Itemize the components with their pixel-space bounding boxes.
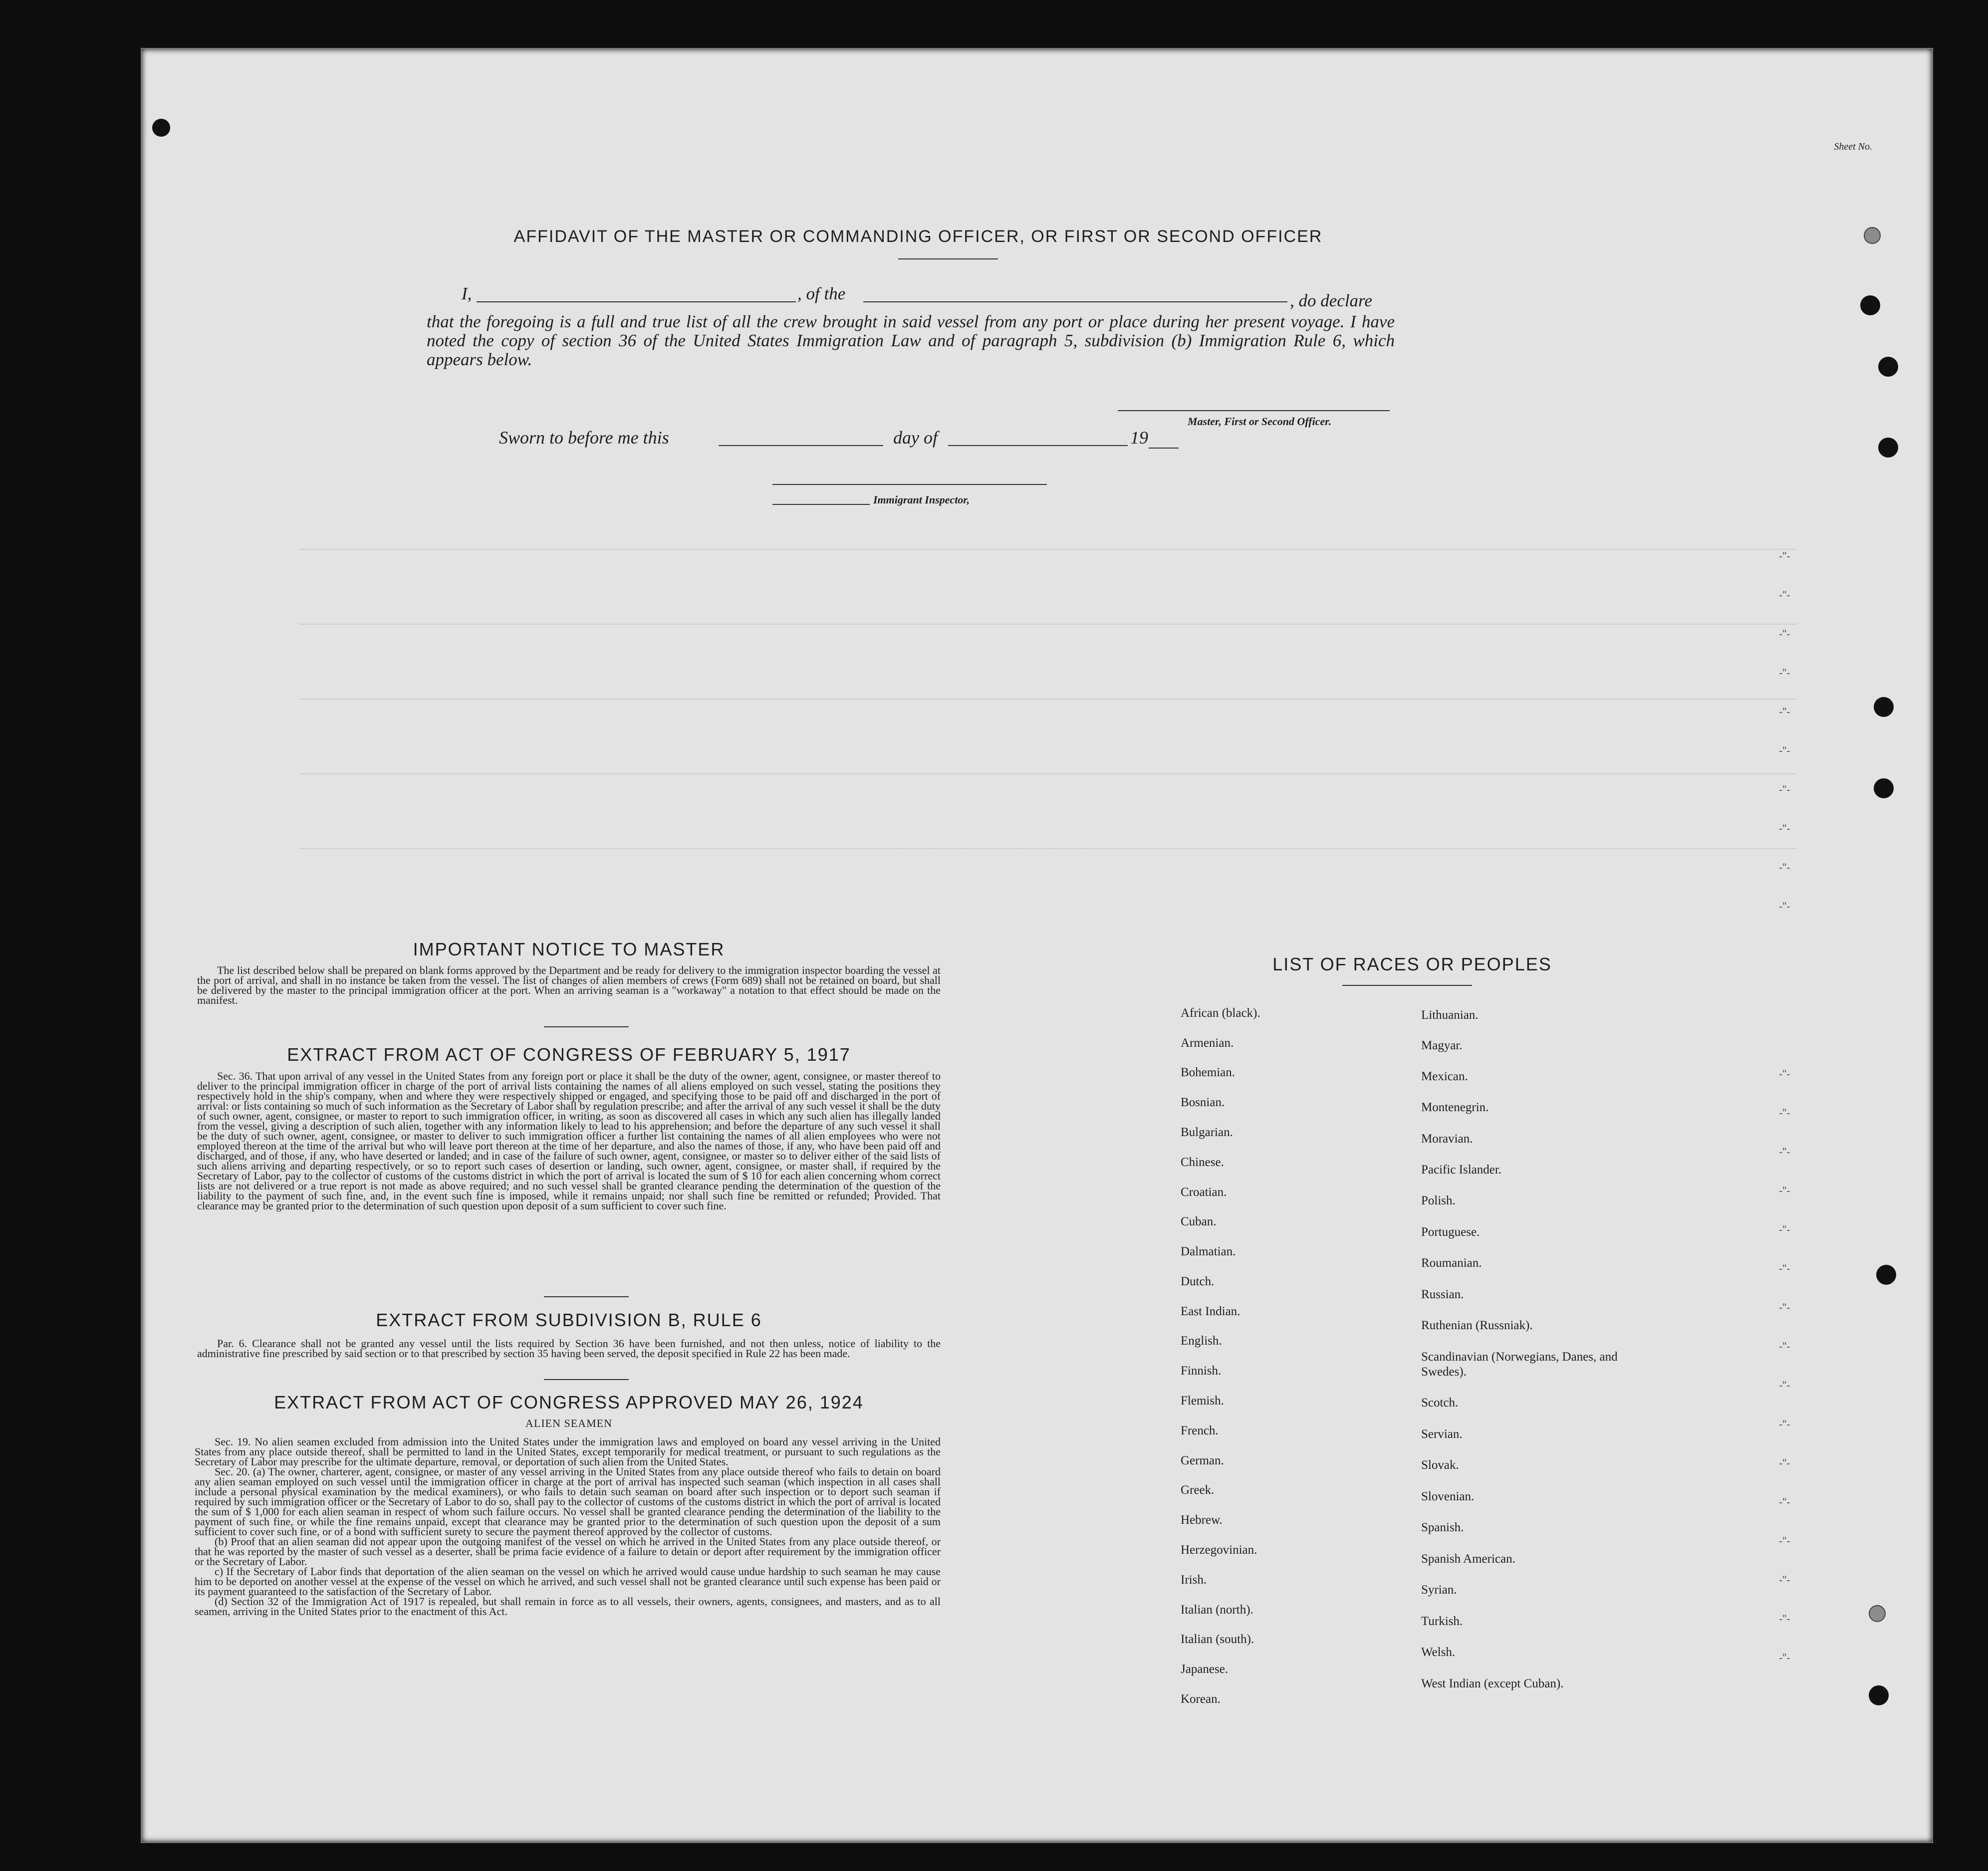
- race-item: African (black).: [1181, 1006, 1260, 1020]
- race-item: Croatian.: [1181, 1185, 1227, 1199]
- race-item: Ruthenian (Russniak).: [1421, 1319, 1533, 1332]
- rule6-text: Par. 6. Clearance shall not be granted any vessel until the lists required by Section 36 have been furnished, and not then unless, notice of liability to the administrative fine prescribed by said section or to that prescribed by section 35 having been served, the deposit specified in Rule 22 has been made.: [197, 1337, 941, 1360]
- race-item: Spanish.: [1421, 1521, 1464, 1534]
- race-item: Dalmatian.: [1181, 1245, 1236, 1258]
- inspector-caption: Immigrant Inspector,: [873, 493, 970, 506]
- ditto-mark: -"-: [1779, 628, 1790, 640]
- bleed-through-line: [299, 549, 1796, 550]
- sworn-day-blank[interactable]: [719, 445, 883, 446]
- race-item: Welsh.: [1421, 1645, 1456, 1659]
- ditto-mark: -"-: [1779, 1262, 1790, 1275]
- ditto-mark: -"-: [1779, 1107, 1790, 1119]
- ditto-mark: -"-: [1779, 1496, 1790, 1508]
- ditto-mark: -"-: [1779, 550, 1790, 562]
- act-1924-sec19: Sec. 19. No alien seamen excluded from admission into the United States under the immigration laws and employed on board any vessel arriving in the United States from any place outside thereof, shall be permitted to land in the United States, except temporarily for medical treatment, or pursuant to such regulations as the Secretary of Labor may prescribe for the ultimate departure, removal, or deportation of such alien from the United States.: [195, 1435, 941, 1468]
- sworn-year-label: 19: [1130, 428, 1148, 448]
- race-item: Polish.: [1421, 1194, 1456, 1207]
- race-item: Roumanian.: [1421, 1256, 1482, 1270]
- race-item: Bosnian.: [1181, 1096, 1225, 1109]
- act-1924-text: [195, 1437, 941, 1617]
- race-item: Cuban.: [1181, 1215, 1217, 1228]
- act-1917-text: Sec. 36. That upon arrival of any vessel in the United States from any foreign port or place it shall be the duty of the owner, agent, consignee, or master thereof to deliver to the principal immigration officer in charge of the port of arrival lists containing the names of all aliens employed on such vessel, stating the positions they respectively hold in the ship's company, when and where they were respectively shipped or engaged, and specifying those to be paid off and discharged in the port of arrival: or lists containing so much of such information as the Secretary of Labor shall by regulation prescribe; and after the arrival of any such vessel it shall be the duty of such owner, agent, consignee, or master to report to such immigration officer, in writing, as soon as discovered all cases in which any such alien has illegally landed from the vessel, giving a description of such alien, together with any information likely to lead to his apprehension; and before the departure of any such vessel it shall be the duty of such owner, agent, consignee, or master to deliver to such immigration officer a further list containing the names of all alien employees who were not employed thereon at the time of the arrival but who will leave port thereon at the time of her departure, and also the names of those, if any, who have been paid off and discharged, and of those, if any, who have deserted or landed; and in case of the failure of such owner, agent, consignee, or master so to deliver either of the said lists of such aliens arriving and departing respectively, or so to report such cases of desertion or landing, such owner, agent, consignee, or master shall, if required by the Secretary of Labor, pay to the collector of customs of the customs district in which the port of arrival is located the sum of $ 10 for each alien concerning whom correct lists are not delivered or a true report is not made as above required; and no such vessel shall be granted clearance pending the determination of the question of the liability to the payment of such fine, and, in the event such fine is imposed, while it remains unpaid; nor shall such fine be remitted or refunded; Provided. That clearance may be granted prior to the determination of such question upon deposit of a sum sufficient to cover such fine.: [197, 1070, 941, 1212]
- race-item: Spanish American.: [1421, 1552, 1515, 1566]
- race-item: Irish.: [1181, 1573, 1207, 1587]
- ditto-mark: -"-: [1779, 705, 1790, 718]
- race-item: Turkish.: [1421, 1615, 1463, 1628]
- race-item: Greek.: [1181, 1483, 1215, 1497]
- race-item: Bohemian.: [1181, 1066, 1236, 1079]
- race-item: Magyar.: [1421, 1039, 1463, 1052]
- race-item: English.: [1181, 1334, 1222, 1348]
- binder-hole: [1874, 778, 1894, 798]
- race-item: Portuguese.: [1421, 1225, 1480, 1239]
- title-underline: [898, 258, 998, 259]
- race-item: Herzegovinian.: [1181, 1543, 1257, 1557]
- race-item: Moravian.: [1421, 1132, 1473, 1146]
- sheet-number-label: Sheet No.: [1834, 141, 1872, 152]
- ditto-mark: -"-: [1779, 1301, 1790, 1314]
- ditto-mark: -"-: [1779, 1651, 1790, 1664]
- ditto-mark: -"-: [1779, 1418, 1790, 1430]
- rule6-title: EXTRACT FROM SUBDIVISION B, RULE 6: [376, 1310, 762, 1330]
- notice-text: The list described below shall be prepared on blank forms approved by the Department and be ready for delivery to the immigration inspector boarding the vessel at the port of arrival, and shall in no instance be taken from the vessel. The list of changes of alien members of crews (Form 689) shall not be retained on board, but shall be delivered by the master to the principal immigration officer at the port. When an arriving seaman is a "workaway" a notation to that effect should be made on the manifest.: [197, 964, 941, 1006]
- race-item: Dutch.: [1181, 1275, 1215, 1288]
- act-1924-sec20c: c) If the Secretary of Labor finds that deportation of the alien seaman on the vessel on which he arrived would cause undue hardship to such seaman he may cause him to be deported on another vessel at the expense of the vessel on which he arrived, and such vessel shall not be granted clearance until such expense has been paid or its payment guaranteed to the satisfaction of the Secretary of Labor.: [195, 1565, 941, 1598]
- race-item: Pacific Islander.: [1421, 1163, 1502, 1176]
- ditto-mark: -"-: [1779, 1457, 1790, 1469]
- officer-signature-line[interactable]: [1118, 410, 1390, 411]
- ditto-mark: -"-: [1779, 822, 1790, 835]
- affidavit-declare: , do declare: [1290, 291, 1372, 310]
- race-item: Finnish.: [1181, 1364, 1222, 1378]
- binder-hole: [1878, 357, 1898, 377]
- race-item: West Indian (except Cuban).: [1421, 1677, 1564, 1690]
- race-item: Lithuanian.: [1421, 1008, 1479, 1022]
- ditto-mark: -"-: [1779, 1068, 1790, 1080]
- bleed-through-line: [299, 624, 1796, 625]
- act-1924-title: EXTRACT FROM ACT OF CONGRESS APPROVED MAY 26, 1924: [274, 1392, 864, 1412]
- race-item: Scandinavian (Norwegians, Danes, and Swedes).: [1421, 1350, 1618, 1379]
- race-item: Servian.: [1421, 1427, 1463, 1441]
- ditto-mark: -"-: [1779, 900, 1790, 913]
- binder-hole: [1874, 697, 1894, 717]
- race-item: French.: [1181, 1424, 1219, 1437]
- race-item: Japanese.: [1181, 1662, 1229, 1676]
- race-item: Slovenian.: [1421, 1490, 1475, 1503]
- bleed-through-line: [299, 773, 1796, 774]
- race-item: East Indian.: [1181, 1305, 1241, 1318]
- ditto-mark: -"-: [1779, 1535, 1790, 1547]
- race-item: Italian (south).: [1181, 1633, 1254, 1646]
- race-item: Syrian.: [1421, 1583, 1457, 1597]
- section-divider: [544, 1296, 629, 1297]
- ditto-mark: -"-: [1779, 1146, 1790, 1158]
- notice-title: IMPORTANT NOTICE TO MASTER: [413, 939, 725, 959]
- race-item: Armenian.: [1181, 1036, 1234, 1050]
- ditto-mark: -"-: [1779, 667, 1790, 679]
- binder-hole: [152, 119, 170, 137]
- affidavit-of-the: , of the: [797, 284, 846, 303]
- ditto-mark: -"-: [1779, 861, 1790, 874]
- sworn-year-blank[interactable]: [1149, 448, 1179, 449]
- section-divider: [544, 1026, 629, 1027]
- race-item: Chinese.: [1181, 1156, 1224, 1169]
- bleed-through-line: [299, 848, 1796, 849]
- sworn-prefix: Sworn to before me this: [499, 428, 669, 448]
- ditto-mark: -"-: [1779, 1379, 1790, 1392]
- races-underline: [1342, 985, 1472, 986]
- act-1924-sec20a: Sec. 20. (a) The owner, charterer, agent, consignee, or master of any vessel arriving in the United States from any place outside thereof who fails to detain on board any alien seaman employed on such vessel until the immigration officer in charge at the port of arrival has inspected such seaman (which inspection in all cases shall include a personal physical examination by the medical examiners), or who fails to detain such seaman on board after such inspection or to deport such seaman if required by such immigration officer or the Secretary of Labor to do so, shall pay to the collector of customs of the customs district in which the port of arrival is located the sum of $ 1,000 for each alien seaman in respect of whom such failure occurs. No vessel shall be granted clearance pending the determination of the liability to the payment of such fine, or while the fine remains unpaid, except that clearance may be granted prior to the determination of such question upon the deposit of a sum sufficient to cover such fine, or of a bond with sufficient surety to secure the payment thereof approved by the collector of customs.: [195, 1465, 941, 1538]
- race-item: Flemish.: [1181, 1394, 1224, 1407]
- act-1924-subtitle: ALIEN SEAMEN: [525, 1417, 612, 1429]
- race-item: Mexican.: [1421, 1070, 1468, 1083]
- ditto-mark: -"-: [1779, 1340, 1790, 1353]
- race-item: German.: [1181, 1454, 1224, 1467]
- binder-hole: [1869, 1685, 1889, 1705]
- inspector-line-top[interactable]: [772, 484, 1047, 485]
- race-item: Russian.: [1421, 1288, 1464, 1301]
- ditto-mark: -"-: [1779, 783, 1790, 796]
- sworn-month-blank[interactable]: [948, 445, 1128, 446]
- ditto-mark: -"-: [1779, 1613, 1790, 1625]
- ditto-mark: -"-: [1779, 744, 1790, 757]
- declaration-text: that the foregoing is a full and true list of all the crew brought in said vessel from any port or place during her present voyage. I have noted the copy of section 36 of the United States Immigration Law and of paragraph 5, subdivision (b) Immigration Rule 6, which appears below.: [427, 312, 1395, 369]
- act-1924-sec20b: (b) Proof that an alien seaman did not appear upon the outgoing manifest of the vessel on which he arrived in the United States from any place outside thereof, or that he was reported by the master of such vessel as a deserter, shall be prima facie evidence of a failure to detain or deport after requirement by the immigration officer or the Secretary of Labor.: [195, 1535, 941, 1568]
- binder-hole: [1864, 227, 1881, 244]
- name-blank[interactable]: [477, 301, 796, 302]
- race-item: Bulgarian.: [1181, 1126, 1233, 1139]
- act-1924-sec20d: (d) Section 32 of the Immigration Act of 1917 is repealed, but shall remain in force as to all vessels, their owners, agents, consignees, and masters, and as to all seamen, arriving in the United States prior to the enactment of this Act.: [195, 1595, 941, 1618]
- vessel-blank[interactable]: [863, 301, 1287, 302]
- sworn-day-label: day of: [893, 428, 938, 448]
- races-title: LIST OF RACES OR PEOPLES: [1272, 954, 1552, 974]
- race-item: Scotch.: [1421, 1396, 1459, 1409]
- section-divider: [544, 1379, 629, 1380]
- affidavit-i: I,: [462, 284, 472, 303]
- ditto-mark: -"-: [1779, 1223, 1790, 1236]
- race-item: Italian (north).: [1181, 1603, 1253, 1617]
- bleed-through-line: [299, 699, 1796, 700]
- race-item: Montenegrin.: [1421, 1101, 1489, 1114]
- binder-hole: [1860, 295, 1880, 315]
- ditto-mark: -"-: [1779, 1184, 1790, 1197]
- ditto-mark: -"-: [1779, 1574, 1790, 1586]
- binder-hole: [1878, 438, 1898, 458]
- race-item: Slovak.: [1421, 1458, 1459, 1472]
- race-item: Korean.: [1181, 1692, 1221, 1706]
- race-item: Hebrew.: [1181, 1513, 1223, 1527]
- inspector-line[interactable]: [772, 504, 870, 505]
- affidavit-title: AFFIDAVIT OF THE MASTER OR COMMANDING OFFICER, OR FIRST OR SECOND OFFICER: [513, 227, 1323, 246]
- binder-hole: [1876, 1265, 1896, 1285]
- act-1917-title: EXTRACT FROM ACT OF CONGRESS OF FEBRUARY 5, 1917: [287, 1044, 851, 1065]
- officer-signature-caption: Master, First or Second Officer.: [1188, 415, 1332, 428]
- binder-hole: [1869, 1605, 1886, 1622]
- ditto-mark: -"-: [1779, 589, 1790, 601]
